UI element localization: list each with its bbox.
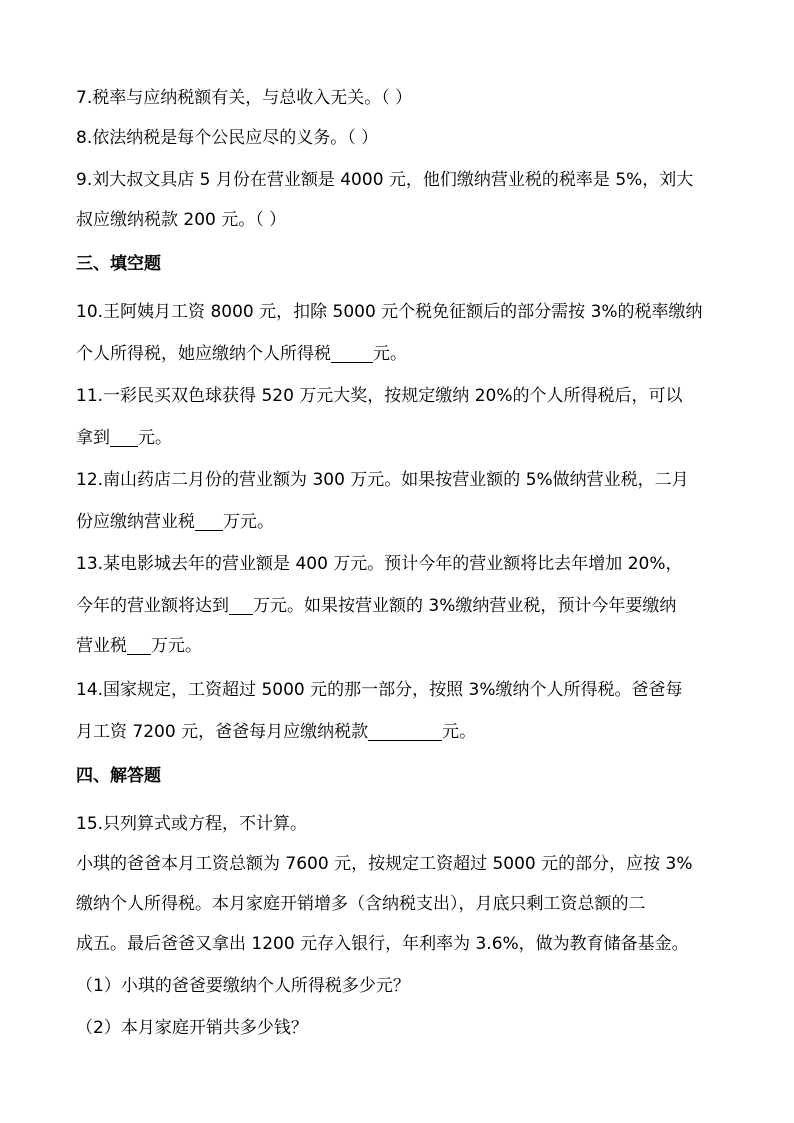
answer-blank[interactable] [195,512,223,531]
question-12-line-1: 12.南山药店二月份的营业额为 300 万元。如果按营业额的 5%做纳营业税，二月 [76,470,689,490]
question-11-line-2 [76,424,726,452]
question-13-text-2: 万元。如果按营业额的 3%缴纳营业税，预计今年要缴纳 [253,596,677,616]
question-8: 8.依法纳税是每个公民应尽的义务。（ ） [76,128,379,148]
question-13-text: 今年的营业额将达到 [76,596,229,616]
question-15-sub-2: （2）本月家庭开销共多少钱？ [76,1018,308,1038]
answer-blank[interactable] [229,596,253,615]
question-13-text-3: 营业税 [76,636,127,656]
question-15-sub-1: （1）小琪的爸爸要缴纳个人所得税多少元？ [76,976,410,996]
question-13-line-3 [76,632,726,660]
answer-blank[interactable] [127,636,151,655]
question-12-text: 份应缴纳营业税 [76,512,195,532]
question-12-line-2 [76,508,726,536]
answer-blank[interactable] [331,344,373,363]
question-10-line-1: 10.王阿姨月工资 8000 元，扣除 5000 元个税免征额后的部分需按 3%的税率缴纳 [76,302,703,322]
question-11-text: 拿到 [76,428,110,448]
question-7: 7.税率与应纳税额有关，与总收入无关。（ ） [76,88,413,108]
question-15-para-3: 成五。最后爸爸又拿出 1200 元存入银行，年利率为 3.6%，做为教育储备基金。 [76,934,689,954]
question-13-line-2 [76,592,726,620]
answer-blank[interactable] [368,722,442,741]
question-14-line-2 [76,718,726,746]
section-3-heading: 三、填空题 [76,254,161,274]
question-13-line-1: 13.某电影城去年的营业额是 400 万元。预计今年的营业额将比去年增加 20%， [76,554,683,574]
section-4-heading: 四、解答题 [76,766,161,786]
question-14-text: 月工资 7200 元，爸爸每月应缴纳税款 [76,722,369,742]
question-10-text: 个人所得税，她应缴纳个人所得税 [76,344,331,364]
question-13-unit: 万元。 [151,636,202,656]
question-11-line-1: 11.一彩民买双色球获得 520 万元大奖，按规定缴纳 20%的个人所得税后，可以 [76,386,683,406]
question-10-unit: 元。 [373,344,407,364]
question-15-title: 15.只列算式或方程，不计算。 [76,814,308,834]
question-12-unit: 万元。 [223,512,274,532]
question-10-line-2 [76,340,726,368]
question-11-unit: 元。 [138,428,172,448]
question-9-line-1: 9.刘大叔文具店 5 月份在营业额是 4000 元，他们缴纳营业税的税率是 5%，刘大 [76,170,694,190]
question-14-unit: 元。 [442,722,477,742]
question-15-para-1: 小琪的爸爸本月工资总额为 7600 元，按规定工资超过 5000 元的部分，应按 3% [76,854,693,874]
question-9-line-2: 叔应缴纳税款 200 元。（ ） [76,210,287,230]
answer-blank[interactable] [110,428,138,447]
question-14-line-1: 14.国家规定，工资超过 5000 元的那一部分，按照 3%缴纳个人所得税。爸爸每 [76,680,683,700]
question-15-para-2: 缴纳个人所得税。本月家庭开销增多（含纳税支出），月底只剩工资总额的二 [76,894,646,914]
